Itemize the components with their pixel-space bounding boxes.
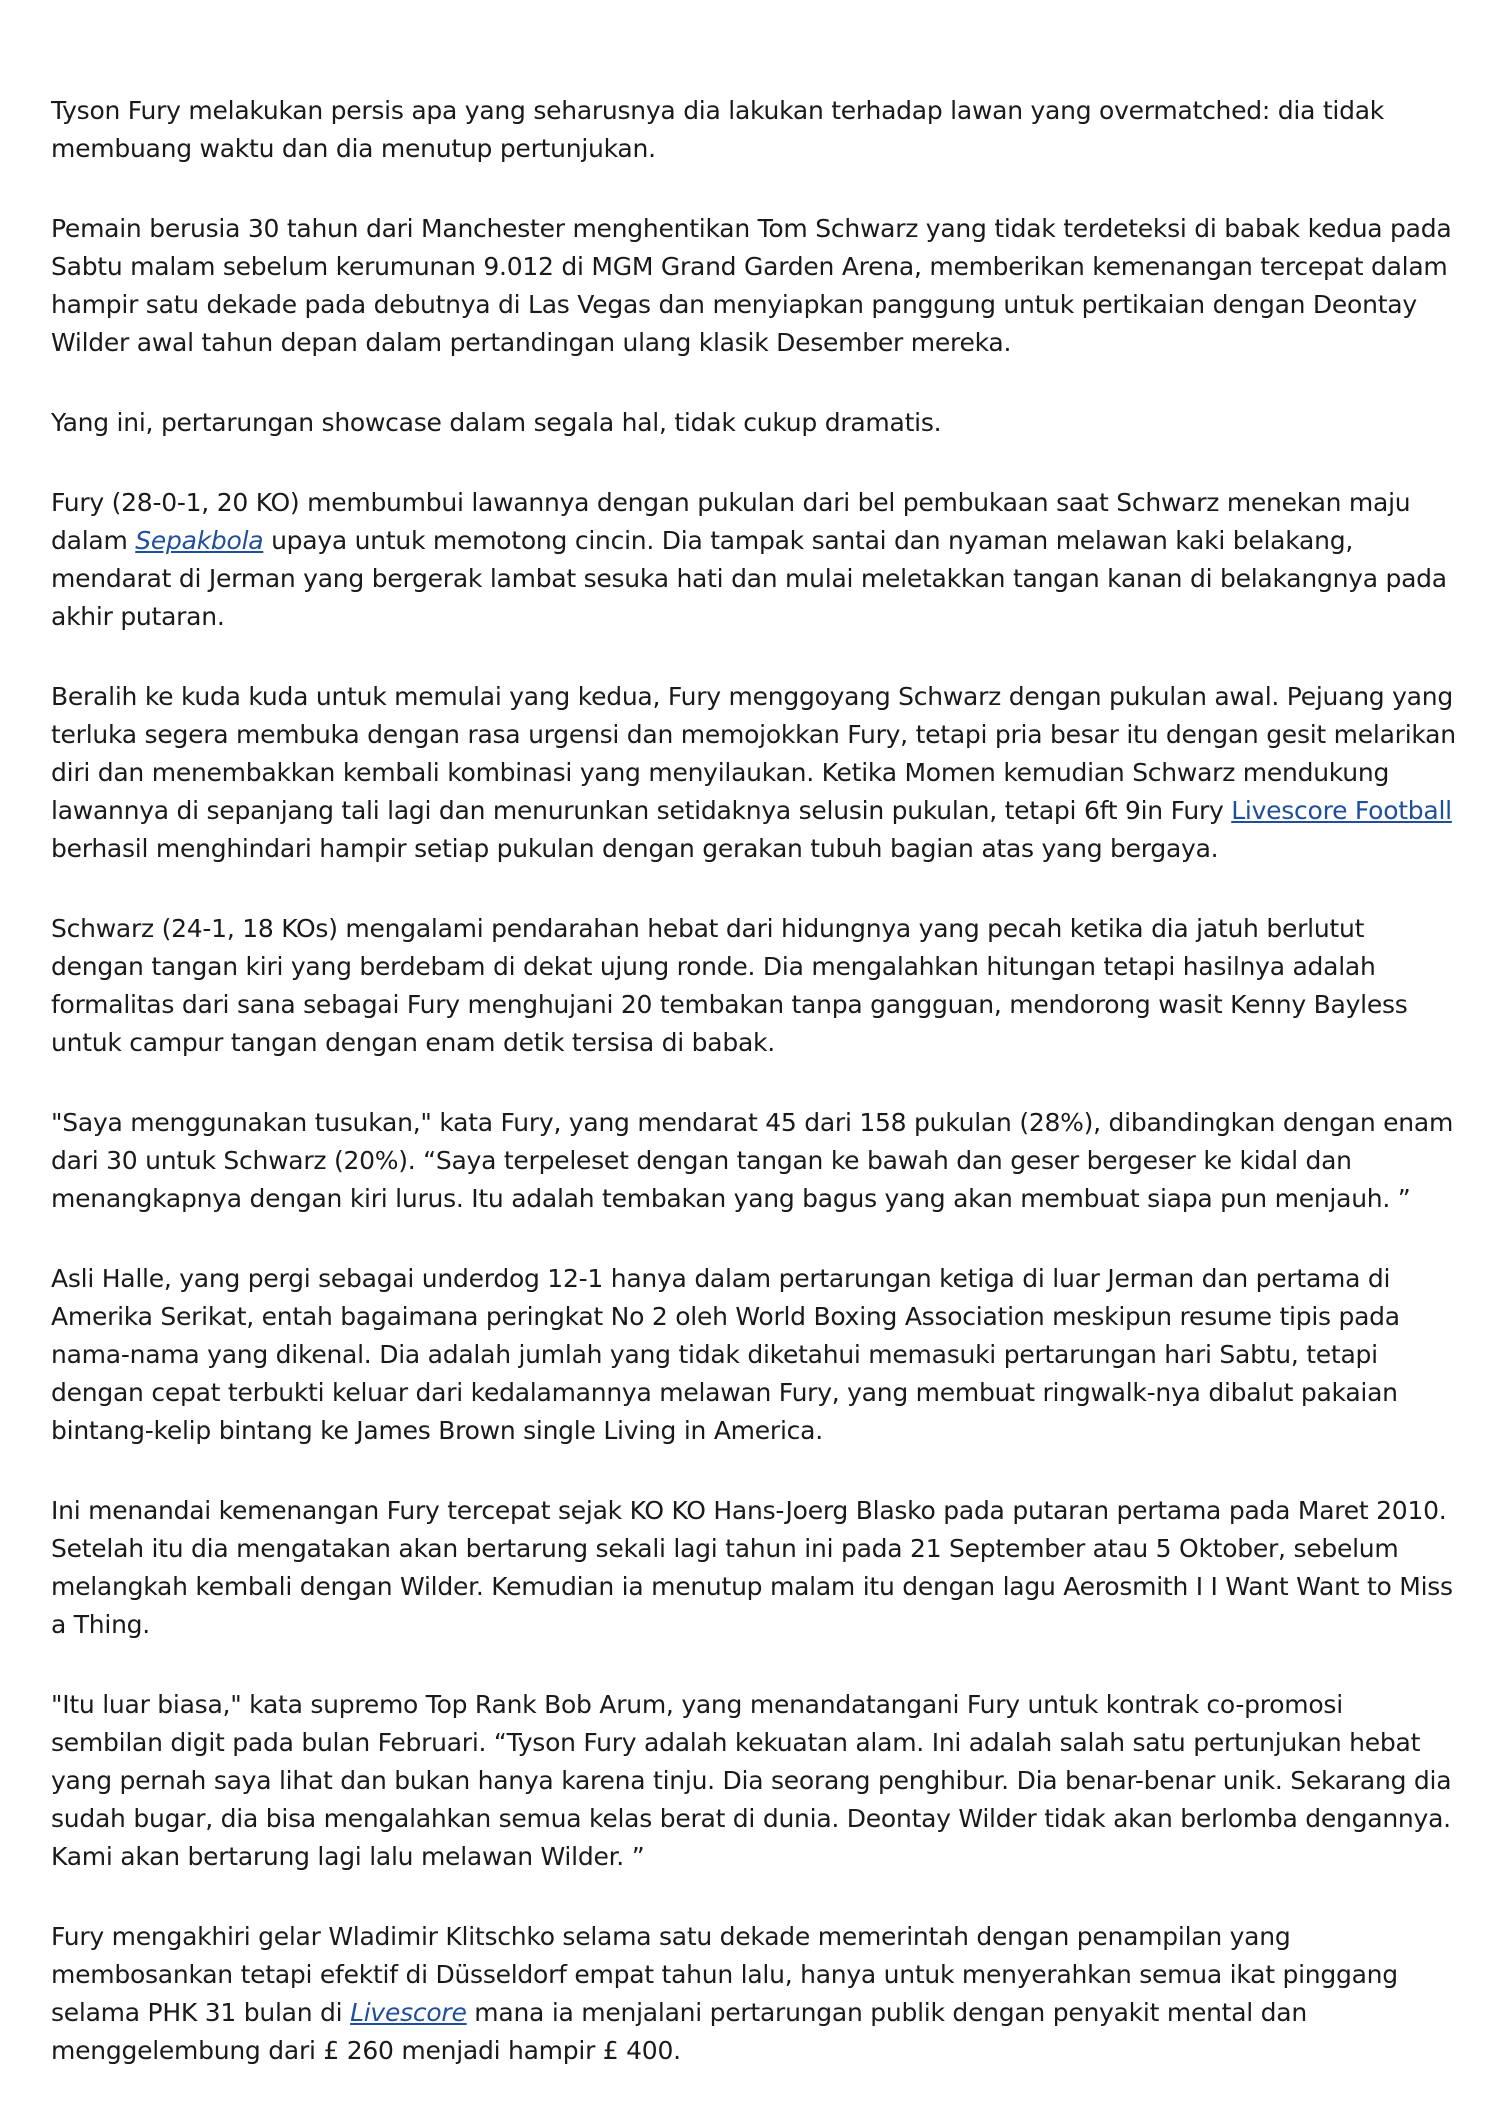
paragraph-text: Fury mengakhiri gelar Wladimir Klitschko selama satu dekade memerintah dengan penampilan yang membosankan tetapi efektif di Düsseldorf empat tahun lalu, hanya untuk menyerahkan semua ikat pinggang selama PHK 31 bulan di — [51, 1922, 1398, 2027]
paragraph-10 — [51, 1686, 1461, 1876]
paragraph-8 — [51, 1260, 1461, 1450]
paragraph-1 — [51, 92, 1461, 168]
paragraph-2 — [51, 210, 1461, 362]
paragraph-text: Ini menandai kemenangan Fury tercepat sejak KO KO Hans-Joerg Blasko pada putaran pertama pada Maret 2010. Setelah itu dia mengatakan akan bertarung sekali lagi tahun ini pada 21 September atau 5 Oktober, sebelum melangkah kembali dengan Wilder. Kemudian ia menutup malam itu dengan lagu Aerosmith I I Want Want to Miss a Thing. — [51, 1496, 1453, 1639]
paragraph-9 — [51, 1492, 1461, 1644]
paragraph-text: Schwarz (24-1, 18 KOs) mengalami pendarahan hebat dari hidungnya yang pecah ketika dia jatuh berlutut dengan tangan kiri yang berdebam di dekat ujung ronde. Dia mengalahkan hitungan tetapi hasilnya adalah formalitas dari sana sebagai Fury menghujani 20 tembakan tanpa gangguan, mendorong wasit Kenny Bayless untuk campur tangan dengan enam detik tersisa di babak. — [51, 914, 1408, 1057]
paragraph-text: "Itu luar biasa," kata supremo Top Rank Bob Arum, yang menandatangani Fury untuk kontrak co-promosi sembilan digit pada bulan Februari. “Tyson Fury adalah kekuatan alam. Ini adalah salah satu pertunjukan hebat yang pernah saya lihat dan bukan hanya karena tinju. Dia seorang penghibur. Dia benar-benar unik. Sekarang dia sudah bugar, dia bisa mengalahkan semua kelas berat di dunia. Deontay Wilder tidak akan berlomba dengannya. Kami akan bertarung lagi lalu melawan Wilder. ” — [51, 1690, 1452, 1871]
paragraph-text: Tyson Fury melakukan persis apa yang seharusnya dia lakukan terhadap lawan yang overmatched: dia tidak membuang waktu dan dia menutup pertunjukan. — [51, 96, 1385, 163]
paragraph-text: upaya untuk memotong cincin. Dia tampak santai dan nyaman melawan kaki belakang, mendarat di Jerman yang bergerak lambat sesuka hati dan mulai meletakkan tangan kanan di belakangnya pada akhir putaran. — [51, 526, 1447, 631]
paragraph-text: Asli Halle, yang pergi sebagai underdog 12-1 hanya dalam pertarungan ketiga di luar Jerman dan pertama di Amerika Serikat, entah bagaimana peringkat No 2 oleh World Boxing Association meskipun resume tipis pada nama-nama yang dikenal. Dia adalah jumlah yang tidak diketahui memasuki pertarungan hari Sabtu, tetapi dengan cepat terbukti keluar dari kedalamannya melawan Fury, yang membuat ringwalk-nya dibalut pakaian bintang-kelip bintang ke James Brown single Living in America. — [51, 1264, 1400, 1445]
paragraph-4 — [51, 484, 1461, 636]
paragraph-text: Beralih ke kuda kuda untuk memulai yang kedua, Fury menggoyang Schwarz dengan pukulan awal. Pejuang yang terluka segera membuka dengan rasa urgensi dan memojokkan Fury, tetapi pria besar itu dengan gesit melarikan diri dan menembakkan kembali kombinasi yang menyilaukan. Ketika Momen kemudian Schwarz mendukung lawannya di sepanjang tali lagi dan menurunkan setidaknya selusin pukulan, tetapi 6ft 9in Fury — [51, 682, 1456, 825]
paragraph-text: Fury (28-0-1, 20 KO) membumbui lawannya dengan pukulan dari bel pembukaan saat Schwarz menekan maju dalam — [51, 488, 1411, 555]
paragraph-text: berhasil menghindari hampir setiap pukulan dengan gerakan tubuh bagian atas yang bergaya. — [51, 834, 1219, 863]
paragraph-7 — [51, 1104, 1461, 1218]
paragraph-text: Yang ini, pertarungan showcase dalam segala hal, tidak cukup dramatis. — [51, 408, 942, 437]
paragraph-11 — [51, 1918, 1461, 2070]
paragraph-text: "Saya menggunakan tusukan," kata Fury, yang mendarat 45 dari 158 pukulan (28%), dibandingkan dengan enam dari 30 untuk Schwarz (20%). “Saya terpeleset dengan tangan ke bawah dan geser bergeser ke kidal dan menangkapnya dengan kiri lurus. Itu adalah tembakan yang bagus yang akan membuat siapa pun menjauh. ” — [51, 1108, 1454, 1213]
paragraph-6 — [51, 910, 1461, 1062]
paragraph-text: Pemain berusia 30 tahun dari Manchester menghentikan Tom Schwarz yang tidak terdeteksi di babak kedua pada Sabtu malam sebelum kerumunan 9.012 di MGM Grand Garden Arena, memberikan kemenangan tercepat dalam hampir satu dekade pada debutnya di Las Vegas dan menyiapkan panggung untuk pertikaian dengan Deontay Wilder awal tahun depan dalam pertandingan ulang klasik Desember mereka. — [51, 214, 1452, 357]
document-body — [51, 92, 1461, 2112]
paragraph-text: mana ia menjalani pertarungan publik dengan penyakit mental dan menggelembung dari £ 260 menjadi hampir £ 400. — [51, 1998, 1307, 2065]
paragraph-5 — [51, 678, 1461, 868]
paragraph-3 — [51, 404, 1461, 442]
sepakbola-link[interactable]: Sepakbola — [135, 526, 264, 555]
livescore-link[interactable]: Livescore — [350, 1998, 467, 2027]
livescore-football-link[interactable]: Livescore Football — [1231, 796, 1452, 825]
